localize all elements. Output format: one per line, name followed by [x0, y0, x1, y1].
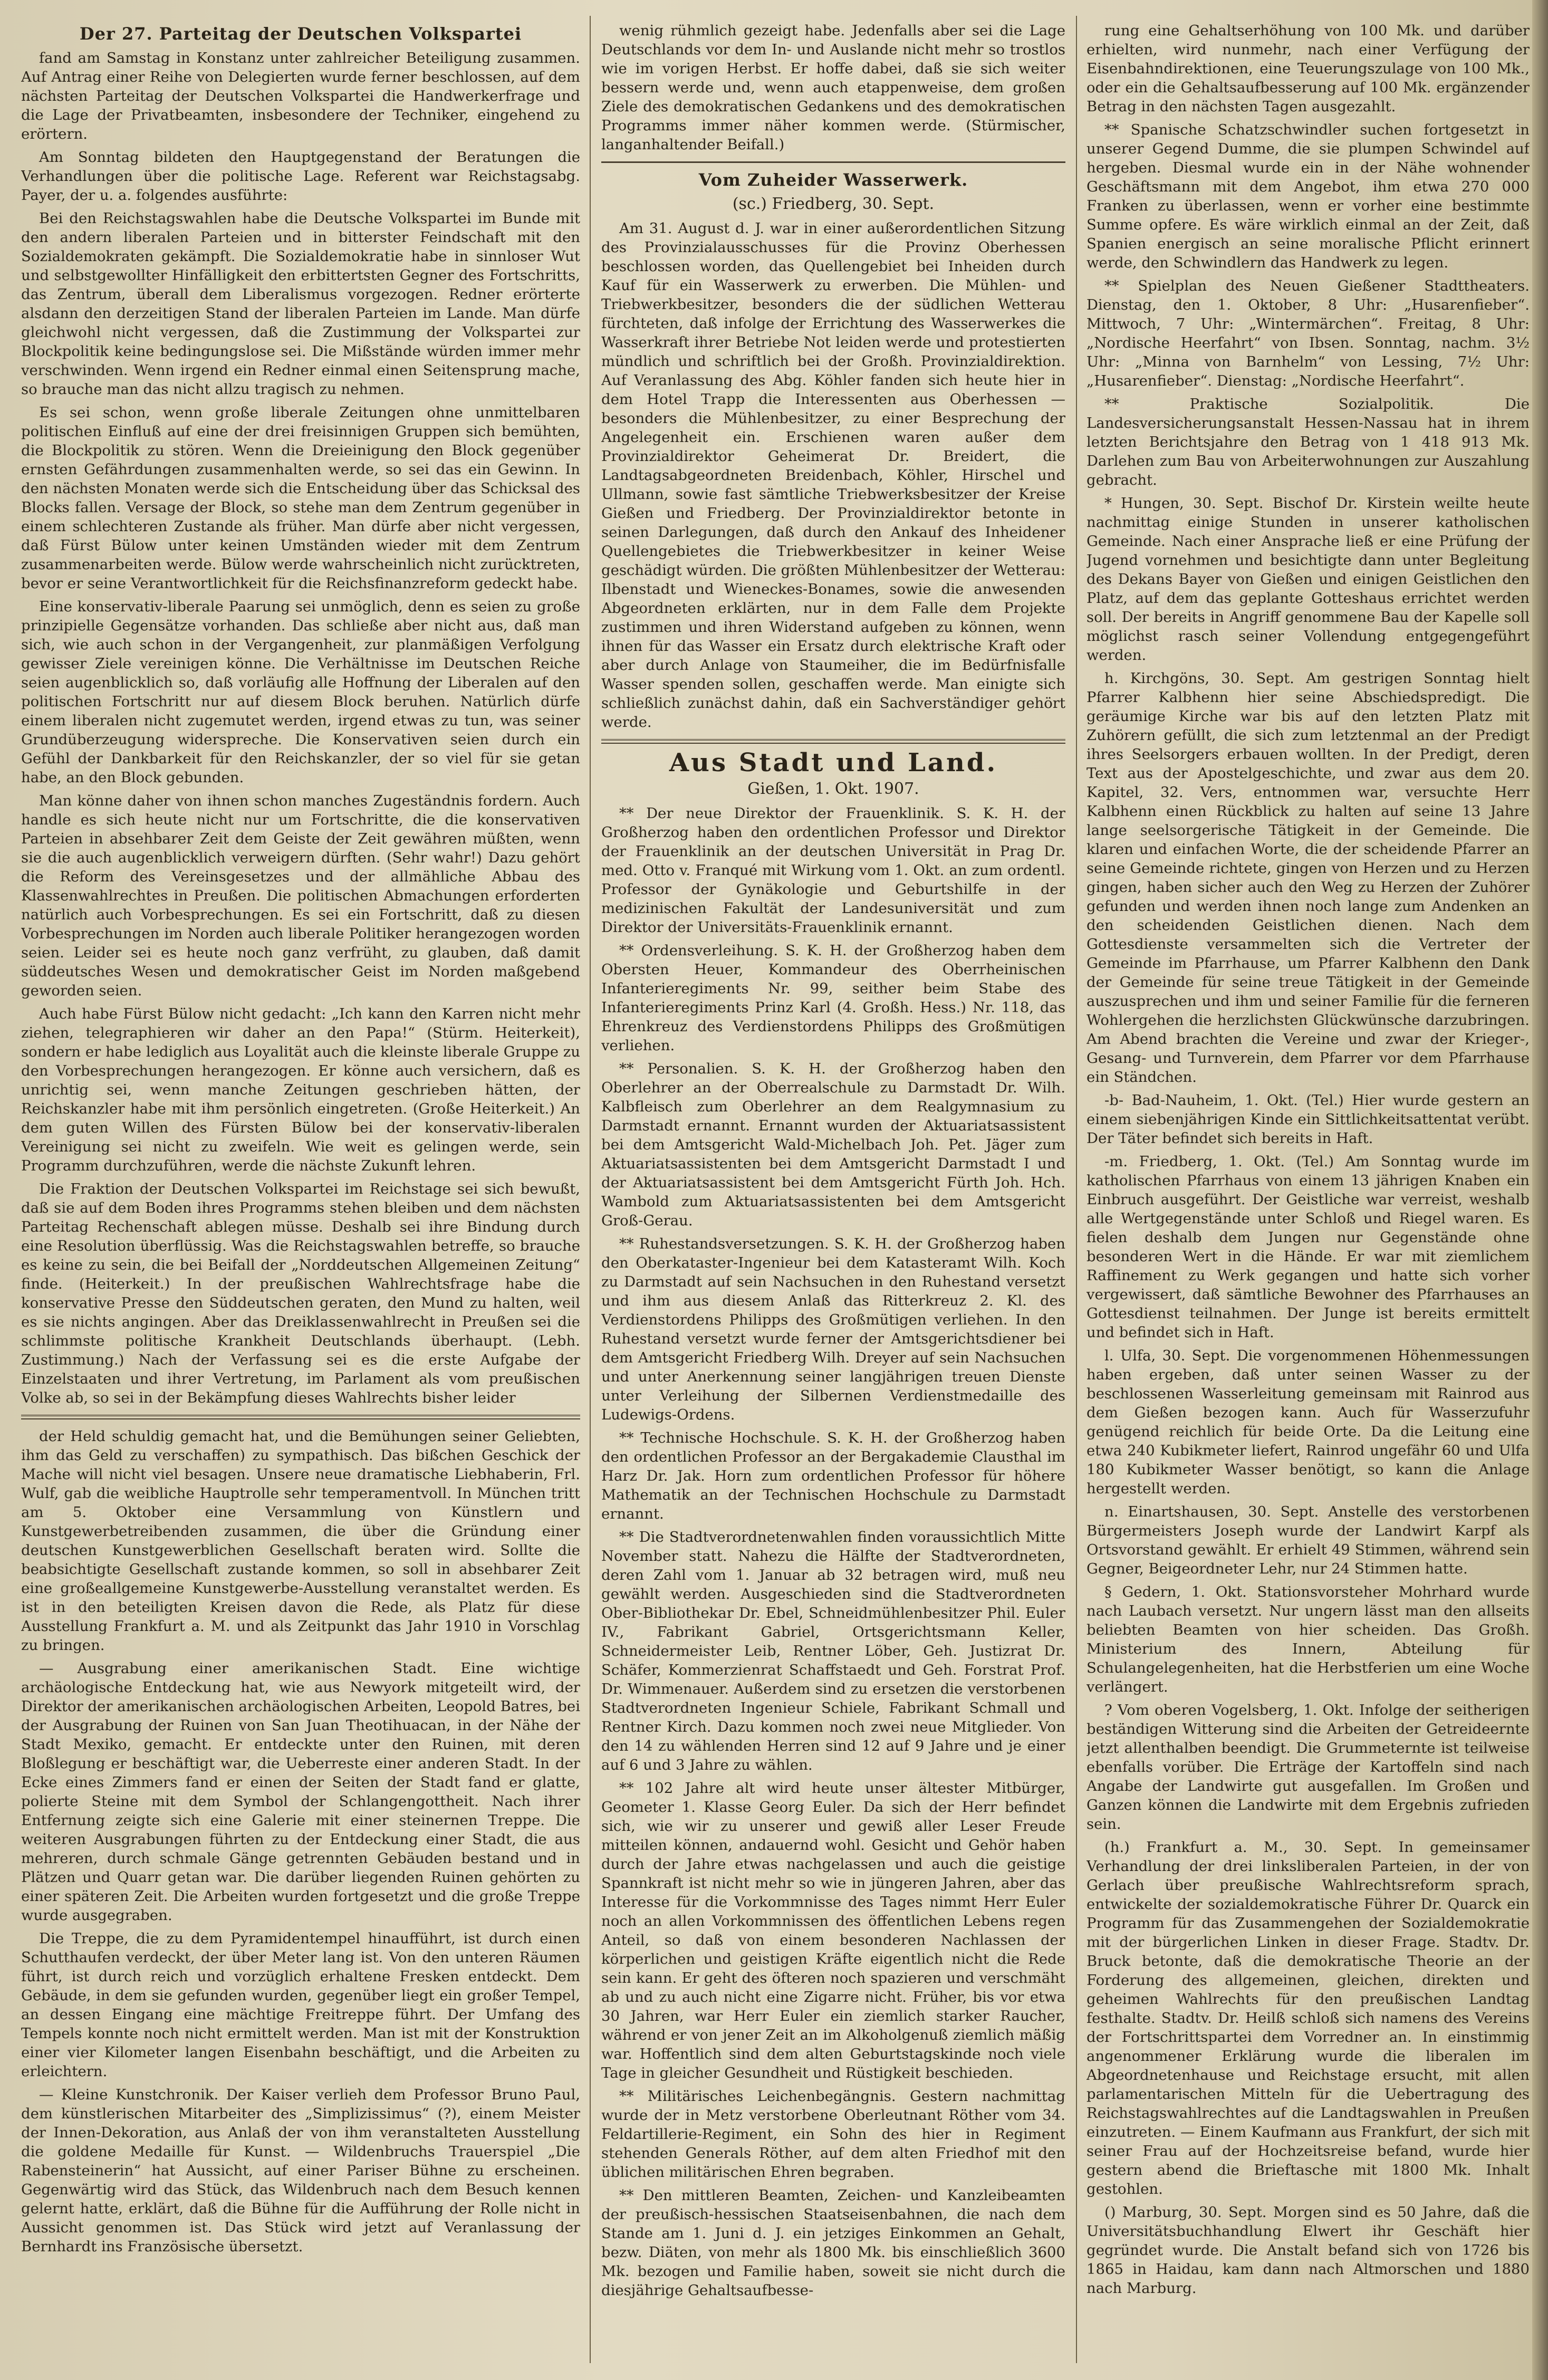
section-title: Aus Stadt und Land. — [669, 748, 998, 778]
news-item: ** Praktische Sozialpolitik. Die Landesversicherungsanstalt Hessen-Nassau hat in ihrem letzten Berichtsjahre den Betrag von 1 418 913 Mk. Darlehen zum Bau von Arbeiterwohnungen zur Auszahlung gebracht. — [1087, 396, 1530, 488]
column-2 — [601, 21, 1065, 2358]
news-item: () Marburg, 30. Sept. Morgen sind es 50 Jahre, daß die Universitätsbuchhandlung Elwert ihr Geschäft hier gegründet wurde. Die Anstalt befand sich von 1726 bis 1865 in Haidau, kam dann nach Altmorschen und 1880 nach Marburg. — [1087, 2204, 1530, 2297]
news-item: ** Militärisches Leichenbegängnis. Gestern nachmittag wurde der in Metz verstorbene Oberleutnant Röther vom 34. Feldartillerie-Regiment, ein Sohn des hier in Regiment stehenden Generals Röther, auf dem alten Friedhof mit den üblichen militärischen Ehren begraben. — [601, 2088, 1065, 2181]
news-item: * Hungen, 30. Sept. Bischof Dr. Kirstein weilte heute nachmittag einige Stunden in unserer katholischen Gemeinde. Nach einer Ansprache ließ er eine Prüfung der Jugend vornehmen und besichtigte dann unter Begleitung des Dekans Bayer von Gießen und einigen Geistlichen den Platz, auf dem das geplante Gotteshaus errichtet werden soll. Der bereits in Angriff genommene Bau der Kapelle soll möglichst rasch seiner Vollendung entgegengeführt werden. — [1087, 495, 1530, 664]
article-paragraph: fand am Samstag in Konstanz unter zahlreicher Beteiligung zusammen. Auf Antrag einer Reihe von Delegierten wurde ferner beschlossen, auf dem nächsten Parteitag der Deutschen Volkspartei die Handwerkerfrage und die Lage der Privatbeamten, insbesondere der Techniker, eingehend zu erörtern. — [21, 50, 580, 142]
article-paragraph: Die Fraktion der Deutschen Volkspartei im Reichstage sei sich bewußt, daß sie auf dem Boden ihres Programms stehen bleiben und dem nächsten Parteitag Rechenschaft ablegen müsse. Deshalb sei ihre Bindung durch eine Resolution überflüssig. Was die Reichstagswahlen betreffe, so brauche es keine zu sein, die bei Beifall der „Norddeutschen Allgemeinen Zeitung“ finde. (Heiterkeit.) In der preußischen Wahlrechtsfrage habe die konservative Presse den Süddeutschen geraten, den Mund zu halten, weil es sie nichts angingen. Aber das Dreiklassenwahlrecht in Preußen sei die schlimmste politische Krankheit Deutschlands überhaupt. (Lebh. Zustimmung.) Nach der Verfassung sei es die erste Aufgabe der Einzelstaaten und ihrer Vertretung, im Parlament als vom preußischen Volke ab, so sei in der Bekämpfung dieses Wahlrechts bisher leider — [21, 1181, 580, 1406]
article-paragraph: Bei den Reichstagswahlen habe die Deutsche Volkspartei im Bunde mit den andern liberalen Parteien und in bitterster Feindschaft mit den Sozialdemokraten gekämpft. Die Sozialdemokratie habe in sinnloser Wut und selbstgewollter Hinfälligkeit den erbittertsten Gegner des Fortschritts, das Zentrum, überall dem Liberalismus vorgezogen. Redner erörterte alsdann den derzeitigen Stand der liberalen Parteien im Lande. Man dürfe gleichwohl nicht vergessen, daß die Zustimmung der Volkspartei zur Blockpolitik keine bedingungslose sei. Die Mißstände würden immer mehr verschwinden. Wenn irgend ein Redner einmal einen Seitensprung mache, so brauche man das nicht allzu tragisch zu nehmen. — [21, 210, 580, 398]
feuilleton-paragraph: Die Treppe, die zu dem Pyramidentempel hinaufführt, ist durch einen Schutthaufen verdeckt, der über Meter lang ist. Von den unteren Räumen führt, ist durch reich und vorzüglich erhaltene Fresken entdeckt. Dem Gebäude, in dem sie gefunden wurden, gegenüber liegt ein großer Tempel, an dessen Eingang eine mächtige Freitreppe führt. Der Umfang des Tempels konnte noch nicht ermittelt werden. Man ist mit der Konstruktion einer vier Kilometer langen Eisenbahn beschäftigt, und die Arbeiten zu erleichtern. — [21, 1930, 580, 2080]
article-paragraph: wenig rühmlich gezeigt habe. Jedenfalls aber sei die Lage Deutschlands vor dem In- und Auslande nicht mehr so trostlos wie im vorigen Herbst. Er hoffe dabei, daß sie sich weiter bessern werde und, wenn auch etappenweise, dem großen Ziele des demokratischen Gedankens und des demokratischen Programms immer näher kommen werde. (Stürmischer, langanhaltender Beifall.) — [601, 22, 1065, 153]
news-item: ** Spielplan des Neuen Gießener Stadttheaters. Dienstag, den 1. Oktober, 8 Uhr: „Husarenfieber“. Mittwoch, 7 Uhr: „Wintermärchen“. Freitag, 8 Uhr: „Nordische Heerfahrt“ von Ibsen. Sonntag, nachm. 3½ Uhr: „Minna von Barnhelm“ von Lessing, 7½ Uhr: „Husarenfieber“. Dienstag: „Nordische Heerfahrt“. — [1087, 277, 1530, 389]
column-3 — [1087, 21, 1530, 2358]
section-divider — [601, 739, 1065, 744]
news-item: ** Spanische Schatzschwindler suchen fortgesetzt in unserer Gegend Dumme, die sie plumpen Schwindel auf hergeben. Diesmal wurde ein in der Nähe wohnender Geschäftsmann mit dem Angebot, ihm etwa 270 000 Franken zu überlassen, wenn er vorher eine bestimmte Summe opfere. Es wäre wirklich einmal an der Zeit, daß Spanien energisch an seine moralische Pflicht erinnert werde, den Schwindlern das Handwerk zu legen. — [1087, 121, 1530, 271]
news-item: ** Den mittleren Beamten, Zeichen- und Kanzleibeamten der preußisch-hessischen Staatseisenbahnen, die nach dem Stande am 1. Juni d. J. ein jetziges Einkommen an Gehalt, bezw. Diäten, von mehr als 1800 Mk. bis einschließlich 3600 Mk. bezogen und Familie haben, soweit sie nicht durch die diesjährige Gehaltsaufbesse- — [601, 2187, 1065, 2299]
news-item: ** Ruhestandsversetzungen. S. K. H. der Großherzog haben den Oberkataster-Ingenieur bei dem Katasteramt Wilh. Koch zu Darmstadt auf sein Nachsuchen in den Ruhestand versetzt und ihm aus diesem Anlaß das Ritterkreuz 2. Kl. des Verdienstordens Philipps des Großmütigen verliehen. In den Ruhestand versetzt wurde ferner der Amtsgerichtsdiener bei dem Amtsgericht Friedberg Wilh. Dreyer auf sein Nachsuchen und unter Anerkennung seiner langjährigen treuen Dienste unter Verleihung der Silbernen Verdienstmedaille des Ludewigs-Ordens. — [601, 1235, 1065, 1423]
section-dateline: Gießen, 1. Okt. 1907. — [747, 780, 919, 798]
news-item: ? Vom oberen Vogelsberg, 1. Okt. Infolge der seitherigen beständigen Witterung sind die Arbeiten der Getreideernte jetzt allenthalben beendigt. Die Grummeternte ist teilweise ebenfalls vorüber. Die Erträge der Kartoffeln sind nach Angabe der Landwirte gut ausgefallen. Im Großen und Ganzen können die Landwirte mit dem Ergebnis zufrieden sein. — [1087, 1702, 1530, 1832]
news-item: n. Einartshausen, 30. Sept. Anstelle des verstorbenen Bürgermeisters Joseph wurde der Landwirt Karpf als Ortsvorstand gewählt. Er erhielt 49 Stimmen, während sein Gegner, Beigeordneter Lehr, nur 24 Stimmen hatte. — [1087, 1503, 1530, 1577]
feuilleton-paragraph: — Kleine Kunstchronik. Der Kaiser verlieh dem Professor Bruno Paul, dem künstlerischen Mitarbeiter des „Simplizissimus“ (?), einem Meister der Innen-Dekoration, aus Anlaß der von ihm veranstalteten Ausstellung die goldene Medaille für Kunst. — Wildenbruchs Trauerspiel „Die Rabensteinerin“ hat Aussicht, auf einer Pariser Bühne zu erscheinen. Gegenwärtig wird das Stück, das Wildenbruch nach dem Besuch kennen gelernt hatte, erklärt, daß die Bühne für die Aufführung der Rolle nicht in Aussicht genommen ist. Das Stück wird jetzt auf Veranlassung der Bernhardt ins Französische übersetzt. — [21, 2086, 580, 2255]
news-item: ** Der neue Direktor der Frauenklinik. S. K. H. der Großherzog haben den ordentlichen Professor und Direktor der Frauenklinik an der deutschen Universität in Prag Dr. med. Otto v. Franqué mit Wirkung vom 1. Okt. an zum ordentl. Professor der Gynäkologie und Geburtshilfe in der medizinischen Fakultät der Landesuniversität und zum Direktor der Universitäts-Frauenklinik ernannt. — [601, 805, 1065, 936]
news-item: ** 102 Jahre alt wird heute unser ältester Mitbürger, Geometer 1. Klasse Georg Euler. Da sich der Herr befindet sich, wie wir zu unserer und gewiß aller Leser Freude mitteilen können, andauernd wohl. Gesicht und Gehör haben durch der Jahre etwas nachgelassen und auch die geistige Spannkraft ist nicht mehr so wie in jüngeren Jahren, aber das Interesse für die Vorkommnisse des Tages nimmt Herr Euler noch an allen Vorkommnissen des öffentlichen Lebens regen Anteil, so daß von einem besonderen Nachlassen der körperlichen und geistigen Kräfte eigentlich nicht die Rede sein kann. Er geht des öfteren noch spazieren und verschmäht ab und zu auch nicht eine Zigarre nicht. Früher, bis vor etwa 30 Jahren, war Herr Euler ein ziemlich starker Raucher, während er von jener Zeit an im Alkoholgenuß ziemlich mäßig war. Hoffentlich sind dem alten Geburtstagskinde noch viele Tage in gleicher Gesundheit und Rüstigkeit beschieden. — [601, 1780, 1065, 2081]
article-paragraph: Auch habe Fürst Bülow nicht gedacht: „Ich kann den Karren nicht mehr ziehen, telegraphieren wir daher an den Papa!“ (Stürm. Heiterkeit), sondern er habe lediglich aus Loyalität auch die kleinste liberale Gruppe zu den Vorbesprechungen herangezogen. Er könne auch versichern, daß es unrichtig sei, wenn manche Zeitungen geschrieben hätten, der Reichskanzler habe mit ihm persönlich eingetreten. (Große Heiterkeit.) An dem guten Willen des Fürsten Bülow bei der konservativ-liberalen Vereinigung sei nicht zu zweifeln. Wie weit es gelingen werde, sein Programm durchzuführen, werde die nächste Zukunft lehren. — [21, 1005, 580, 1174]
article-paragraph: Man könne daher von ihnen schon manches Zugeständnis fordern. Auch handle es sich heute nicht nur um Fortschritte, die die konservativen Parteien in absehbarer Zeit dem Geiste der Zeit gewähren müßten, wenn sie die auch augenblicklich verweigern dürften. (Sehr wahr!) Dazu gehört die Reform des Vereinsgesetzes und der allmähliche Abbau des Klassenwahlrechtes in Preußen. Die politischen Abmachungen erforderten natürlich auch Vorbesprechungen. Es sei ein Fortschritt, daß zu diesen Vorbesprechungen im Norden auch liberale Politiker herangezogen worden seien. Leider sei es heute noch ganz verfrüht, zu glauben, daß damit süddeutsches Wesen und demokratischer Geist im Norden maßgebend geworden seien. — [21, 792, 580, 999]
article-paragraph: Am Sonntag bildeten den Hauptgegenstand der Beratungen die Verhandlungen über die politische Lage. Referent war Reichstagsabg. Payer, der u. a. folgendes ausführte: — [21, 149, 580, 204]
feuilleton-divider — [21, 1415, 580, 1419]
feuilleton-paragraph: — Ausgrabung einer amerikanischen Stadt. Eine wichtige archäologische Entdeckung hat, wie aus Newyork mitgeteilt wird, der Direktor der amerikanischen archäologischen Arbeiten, Leopold Batres, bei der Ausgrabung der Ruinen von San Juan Theotihuacan, in der Nähe der Stadt Mexiko, gemacht. Er entdeckte unter den Ruinen, mit deren Bloßlegung er beschäftigt war, die Ueberreste einer anderen Stadt. In der Ecke eines Zimmers fand er einen der Seiten der Stadt fand er glatte, polierte Steine mit dem Symbol der Schlangengottheit. Nach ihrer Entfernung zeigte sich eine Galerie mit einer steinernen Treppe. Die weiteren Ausgrabungen führten zu der Entdeckung einer Stadt, die aus mehreren, durch schmale Gänge getrennten Gebäuden bestand und in Plätzen und Quarr getan war. Die darüber liegenden Ruinen gehörten zu einer späteren Zeit. Die Arbeiten wurden fortgesetzt und die große Treppe wurde ausgegraben. — [21, 1660, 580, 1924]
news-item: l. Ulfa, 30. Sept. Die vorgenommenen Höhenmessungen haben ergeben, daß unter seinen Wasser zu der beschlossenen Wasserleitung gemeinsam mit Rainrod aus dem Gießen bezogen kann. Auch für Wasserzufuhr genügend reichlich für beide Orte. Da die Leitung eine etwa 240 Kubikmeter liefert, Rainrod ungefähr 60 und Ulfa 180 Kubikmeter Wasser benötigt, so kann die Anlage hergestellt werden. — [1087, 1347, 1530, 1497]
article-paragraph: Eine konservativ-liberale Paarung sei unmöglich, denn es seien zu große prinzipielle Gegensätze vorhanden. Das schließe aber nicht aus, daß man sich, wie auch schon in der Vergangenheit, zur planmäßigen Verfolgung gewisser Ziele vereinigen könne. Die Verhältnisse im Deutschen Reiche seien augenblicklich so, daß vorläufig alle Hoffnung der Liberalen auf den politischen Fortschritt nur auf diesem Block beruhen. Natürlich dürfe einem liberalen nicht zugemutet werden, irgend etwas zu tun, was seiner Grundüberzeugung widerspreche. Die Konservativen seien durch ein Gefühl der Dankbarkeit für den Reichskanzler, der so viel für sie getan habe, an den Block gebunden. — [21, 598, 580, 786]
feuilleton-paragraph: der Held schuldig gemacht hat, und die Bemühungen seiner Geliebten, ihm das Geld zu verschaffen) zu sympathisch. Das bißchen Geschick der Mache will nicht viel besagen. Unsere neue dramatische Liebhaberin, Frl. Wulf, gab die weibliche Hauptrolle sehr temperamentvoll. In München tritt am 5. Oktober eine Versammlung von Künstlern und Kunstgewerbetreibenden zusammen, die über die Gründung einer deutschen Kunstgewerblichen Gesellschaft beraten wird. Sollte die beabsichtigte Gesellschaft zustande kommen, so soll in absehbarer Zeit eine großeallgemeine Kunstgewerbe-Ausstellung veranstaltet werden. Es ist in den beteiligten Kreisen davon die Rede, als Platz für diese Ausstellung Frankfurt a. M. und als Zeitpunkt das Jahr 1910 in Vorschlag zu bringen. — [21, 1428, 580, 1654]
news-item: h. Kirchgöns, 30. Sept. Am gestrigen Sonntag hielt Pfarrer Kalbhenn hier seine Abschiedspredigt. Die geräumige Kirche war bis auf den letzten Platz mit Zuhörern gefüllt, die sich zum letztenmal an der Predigt ihres Seelsorgers erbauen wollten. In der Predigt, deren Text aus der Apostelgeschichte, und zwar aus dem 20. Kapitel, 32. Vers, entnommen war, versuchte Herr Kalbhenn einen Rückblick zu halten auf seine 13 Jahre lange seelsorgerische Tätigkeit in der Gemeinde. Die klaren und einfachen Worte, die der scheidende Pfarrer an seine Gemeinde richtete, gingen von Herzen und zu Herzen gingen, haben sicher auch den Weg zu Herzen der Zuhörer gefunden und werden ihnen noch lange zum Andenken an den scheidenden Geistlichen dienen. Nach dem Gottesdienste versammelten sich die Vertreter der Gemeinde im Pfarrhause, um Pfarrer Kalbhenn den Dank der Gemeinde für seine treue Tätigkeit in der Gemeinde auszusprechen und ihm und seiner Familie für die ferneren Wohlergehen die herzlichsten Glückwünsche darzubringen. Am Abend brachten die Vereine und zwar der Krieger-, Gesang- und Turnverein, dem Pfarrer vor dem Pfarrhause ein Ständchen. — [1087, 670, 1530, 1086]
news-item: -b- Bad-Nauheim, 1. Okt. (Tel.) Hier wurde gestern an einem siebenjährigen Kinde ein Sittlichkeitsattentat verübt. Der Täter befindet sich bereits in Haft. — [1087, 1092, 1530, 1147]
news-item: ** Die Stadtverordnetenwahlen finden voraussichtlich Mitte November statt. Nahezu die Hälfte der Stadtverordneten, deren Zahl vom 1. Januar ab 32 betragen wird, muß neu gewählt werden. Ausgeschieden sind die Stadtverordneten Ober-Bibliothekar Dr. Ebel, Schneidmühlenbesitzer Phil. Euler IV., Fabrikant Gabriel, Ortsgerichtsmann Keller, Schneidermeister Leib, Rentner Löber, Geh. Justizrat Dr. Schäfer, Kommerzienrat Schaffstaedt und Geh. Forstrat Prof. Dr. Wimmenauer. Außerdem sind zu ersetzen die verstorbenen Stadtverordneten Ingenieur Schiele, Fabrikant Schmall und Rentner Kirch. Dazu kommen noch zwei neue Mitglieder. Von den 14 zu wählenden Herren sind 12 auf 9 Jahre und je einer auf 6 und 3 Jahre zu wählen. — [601, 1529, 1065, 1773]
news-item: ** Ordensverleihung. S. K. H. der Großherzog haben dem Obersten Heuer, Kommandeur des Oberrheinischen Infanterieregiments Nr. 99, seither beim Stabe des Infanterieregiments Prinz Karl (4. Großh. Hess.) Nr. 118, das Ehrenkreuz des Verdienstordens Philipps des Großmütigen verliehen. — [601, 942, 1065, 1054]
binding-gutter — [1532, 0, 1548, 2380]
article-title: Der 27. Parteitag der Deutschen Volkspartei — [79, 24, 522, 44]
news-item: -m. Friedberg, 1. Okt. (Tel.) Am Sonntag wurde im katholischen Pfarrhaus von einem 13 jährigen Knaben ein Einbruch ausgeführt. Der Geistliche war verreist, weshalb alle Wertgegenstände unter Schloß und Riegel waren. Es fielen deshalb dem Jungen nur Gegenstände ohne besonderen Wert in die Hände. Er war mit ziemlichem Raffinement zu Werk gegangen und hatte sich vorher vergewissert, daß sämtliche Bewohner des Pfarrhauses an Gottesdienst teilnahmen. Der Junge ist bereits ermittelt und befindet sich in Haft. — [1087, 1153, 1530, 1341]
article-divider — [601, 161, 1065, 163]
article-paragraph: Am 31. August d. J. war in einer außerordentlichen Sitzung des Provinzialausschusses für die Provinz Oberhessen beschlossen worden, das Quellengebiet bei Inheiden durch Kauf für ein Wasserwerk zu erwerben. Die Mühlen- und Triebwerkbesitzer, besonders die der südlichen Wetterau fürchteten, daß infolge der Errichtung des Wasserwerkes die Wasserkraft ihrer Betriebe Not leiden werde und protestierten mündlich und schriftlich bei der Großh. Provinzialdirektion. Auf Veranlassung des Abg. Köhler fanden sich heute hier in dem Hotel Trapp die Interessenten aus Oberhessen — besonders die Mühlenbesitzer, zu einer Besprechung der Angelegenheit ein. Erschienen waren außer dem Provinzialdirektor Geheimerat Dr. Breidert, die Landtagsabgeordneten Breidenbach, Köhler, Hirschel und Ullmann, sowie fast sämtliche Triebwerksbesitzer der Kreise Gießen und Friedberg. Der Provinzialdirektor betonte in seinen Darlegungen, daß durch den Ankauf des Inheidener Quellengebietes die Triebwerkbesitzer in keiner Weise geschädigt würden. Die größten Mühlenbesitzer der Wetterau: Ilbenstadt und Wieneckes-Bonames, sowie die anwesenden Abgeordneten erklärten, nur in dem Falle dem Projekte zustimmen und ihren Widerstand aufgeben zu können, wenn ihnen für das Wasser ein Ersatz durch elektrische Kraft oder aber durch Anlage von Staumeiher, die im Bedürfnisfalle Wasser spenden sollen, geschaffen werde. Man einigte sich schließlich zunächst dahin, daß ein Sachverständiger gehört werde. — [601, 220, 1065, 731]
news-item: § Gedern, 1. Okt. Stationsvorsteher Mohrhard wurde nach Laubach versetzt. Nur ungern lässt man den allseits beliebten Beamten von hier scheiden. Das Großh. Ministerium des Innern, Abteilung für Schulangelegenheiten, hat die Herbstferien um eine Woche verlängert. — [1087, 1584, 1530, 1695]
column-rule — [1076, 16, 1077, 2363]
news-item: (h.) Frankfurt a. M., 30. Sept. In gemeinsamer Verhandlung der drei linksliberalen Parteien, in der von Gerlach über preußische Wahlrechtsreform sprach, entwickelte der sozialdemokratische Führer Dr. Quarck ein Programm für das Zusammengehen der Sozialdemokratie mit der bürgerlichen Linken in dieser Frage. Stadtv. Dr. Bruck betonte, daß die demokratische Theorie an der Forderung des allgemeinen, gleichen, direkten und geheimen Wahlrechts für den preußischen Landtag festhalte. Stadtv. Dr. Heilß schloß sich namens des Vereins der Fortschrittspartei dem Vorredner an. In einstimmig angenommener Erklärung wurde die liberalen im Abgeordnetenhause und Reichstage ersucht, mit allen parlamentarischen Mitteln für die Uebertragung des Reichstagswahlrechtes auf die Landtagswahlen in Preußen einzutreten. — Einem Kaufmann aus Frankfurt, der sich mit seiner Frau auf der Hochzeitsreise befand, wurde hier gestern abend die Brieftasche mit 1800 Mk. Inhalt gestohlen. — [1087, 1839, 1530, 2197]
news-item: ** Technische Hochschule. S. K. H. der Großherzog haben den ordentlichen Professor an der Bergakademie Clausthal im Harz Dr. Jak. Horn zum ordentlichen Professor für höhere Mathematik an der Technischen Hochschule zu Darmstadt ernannt. — [601, 1429, 1065, 1522]
column-1 — [21, 21, 580, 2358]
article-title: Vom Zuheider Wasserwerk. — [698, 170, 968, 190]
news-item: rung eine Gehaltserhöhung von 100 Mk. und darüber erhielten, wird nunmehr, nach einer Verfügung der Eisenbahndirektionen, eine Teuerungszulage von 100 Mk., oder ein die Gehaltsaufbesserung auf 100 Mk. ergänzender Betrag in den nächsten Tagen ausgezahlt. — [1087, 22, 1530, 115]
news-item: ** Personalien. S. K. H. der Großherzog haben den Oberlehrer an der Oberrealschule zu Darmstadt Dr. Wilh. Kalbfleisch zum Oberlehrer an dem Realgymnasium zu Darmstadt ernannt. Ernannt wurden der Aktuariatsassistent bei dem Amtsgericht Wald-Michelbach Joh. Pet. Jäger zum Aktuariatsassistenten bei dem Amtsgericht Darmstadt I und der Aktuariatsassistent bei dem Amtsgericht Fürth Joh. Hch. Wambold zum Aktuariatsassistenten bei dem Amtsgericht Groß-Gerau. — [601, 1060, 1065, 1229]
article-paragraph: Es sei schon, wenn große liberale Zeitungen ohne unmittelbaren politischen Einfluß auf eine der drei freisinnigen Gruppen sich bemühten, die Blockpolitik zu stören. Wenn die Dreieinigung den Block gegenüber ernsten Gefährdungen zusammenhalten werde, so sei das ein Gewinn. In den nächsten Monaten werde sich die Entscheidung über das Schicksal des Blocks fallen. Versage der Block, so stehe man dem Zentrum gegenüber in einem schlechteren Zustande als früher. Man dürfe aber nicht vergessen, daß Fürst Bülow unter keinen Umständen wieder mit dem Zentrum zusammenarbeiten werde. Bülow werde wahrscheinlich nicht zurücktreten, bevor er seine Verantwortlichkeit für die Reichsfinanzreform gedeckt habe. — [21, 404, 580, 592]
article-dateline: (sc.) Friedberg, 30. Sept. — [732, 195, 935, 213]
column-rule — [590, 16, 591, 2363]
